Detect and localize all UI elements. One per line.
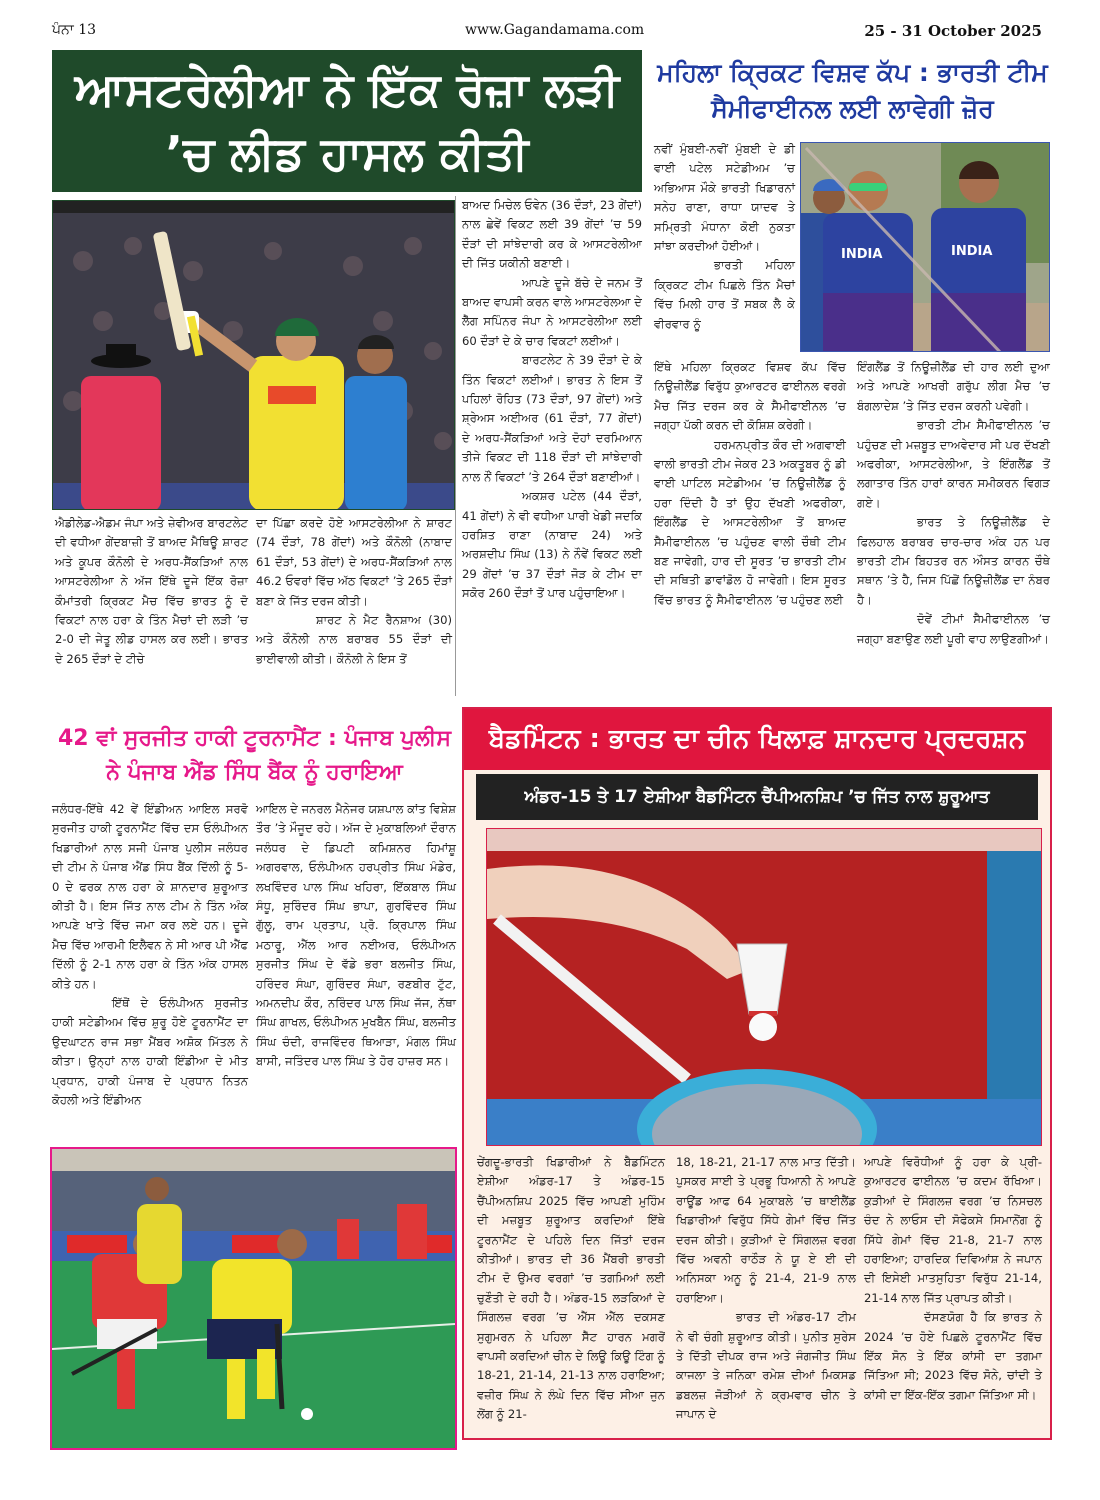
- paragraph: ਦੱਸਣਯੋਗ ਹੈ ਕਿ ਭਾਰਤ ਨੇ 2024 ’ਚ ਹੋਏ ਪਿਛਲੇ ਟੂਰਨਾਮੈਂਟ ਵਿੱਚ ਇੱਕ ਸੋਨ ਤੇ ਇੱਕ ਕਾਂਸੀ ਦਾ ਤਗਮਾ ਜਿੱਤਿਆ ਸੀ; 2023 ਵਿੱਚ ਸੋਨੇ, ਚਾਂਦੀ ਤੇ ਕਾਂਸੀ ਦਾ ਇੱਕ-ਇੱਕ ਤਗਮਾ ਜਿੱਤਿਆ ਸੀ।: [864, 1310, 1042, 1402]
- paragraph: ਅਕਸ਼ਰ ਪਟੇਲ (44 ਦੌੜਾਂ, 41 ਗੇਂਦਾਂ) ਨੇ ਵੀ ਵਧੀਆ ਪਾਰੀ ਖੇਡੀ ਜਦਕਿ ਹਰਸ਼ਿਤ ਰਾਣਾ (ਨਾਬਾਦ 24) ਅਤੇ ਅਰਸ਼ਦੀਪ ਸਿੰਘ (13) ਨੇ ਨੌਵੇਂ ਵਿਕਟ ਲਈ 29 ਗੇਂਦਾਂ ’ਚ 37 ਦੌੜਾਂ ਜੋੜ ਕੇ ਟੀਮ ਦਾ ਸਕੋਰ 260 ਦੌੜਾਂ ਤੋਂ ਪਾਰ ਪਹੁੰਚਾਇਆ।: [462, 489, 642, 601]
- issue-date: 25 - 31 October 2025: [864, 22, 1042, 40]
- hockey-col-2: [256, 800, 456, 1072]
- column-divider: [455, 196, 456, 696]
- womens-cricket-photo: [800, 142, 1050, 352]
- paragraph: ਇੰਗਲੈਂਡ ਤੋਂ ਨਿਊਜ਼ੀਲੈਂਡ ਦੀ ਹਾਰ ਲਈ ਦੁਆ ਅਤੇ ਆਪਣੇ ਆਖਰੀ ਗਰੁੱਪ ਲੀਗ ਮੈਚ ’ਚ ਬੰਗਲਾਦੇਸ਼ ’ਤੇ ਜਿੱਤ ਦਰਜ ਕਰਨੀ ਪਵੇਗੀ।: [857, 360, 1050, 413]
- paragraph: ਬਾਅਦ ਮਿਚੇਲ ਓਵੇਨ (36 ਦੌੜਾਂ, 23 ਗੇਂਦਾਂ) ਨਾਲ ਛੇਵੇਂ ਵਿਕਟ ਲਈ 39 ਗੇਂਦਾਂ ’ਚ 59 ਦੌੜਾਂ ਦੀ ਸਾਂਝੇਦਾਰੀ ਕਰ ਕੇ ਆਸਟਰੇਲੀਆ ਦੀ ਜਿੱਤ ਯਕੀਨੀ ਬਣਾਈ।: [462, 198, 642, 271]
- paragraph: 18, 18-21, 21-17 ਨਾਲ ਮਾਤ ਦਿੱਤੀ। ਪੁਸਕਰ ਸਾਈ ਤੇ ਪ੍ਰਭੂ ਧਿਆਨੀ ਨੇ ਆਪਣੇ ਰਾਊਂਡ ਆਫ 64 ਮੁਕਾਬਲੇ ’ਚ ਥਾਈਲੈਂਡ ਖਿਡਾਰੀਆਂ ਵਿਰੁੱਧ ਸਿੱਧੇ ਗੇਮਾਂ ਵਿੱਚ ਜਿੱਤ ਦਰਜ ਕੀਤੀ। ਕੁੜੀਆਂ ਦੇ ਸਿੰਗਲਜ਼ ਵਰਗ ਵਿੱਚ ਅਵਨੀ ਰਾਠੌੜ ਨੇ ਯੂ ਏ ਈ ਦੀ ਅਨਿਸਕਾ ਅਨੂ ਨੂੰ 21-4, 21-9 ਨਾਲ ਹਰਾਇਆ।: [676, 1155, 856, 1305]
- hockey-col-1: [52, 800, 248, 1111]
- paragraph: ਚੇਂਗਦੂ-ਭਾਰਤੀ ਖਿਡਾਰੀਆਂ ਨੇ ਬੈਡਮਿੰਟਨ ਏਸ਼ੀਆ ਅੰਡਰ-17 ਤੇ ਅੰਡਰ-15 ਚੈਂਪੀਅਨਸ਼ਿਪ 2025 ਵਿੱਚ ਆਪਣੀ ਮੁਹਿੰਮ ਦੀ ਮਜ਼ਬੂਤ ਸ਼ੁਰੂਆਤ ਕਰਦਿਆਂ ਇੱਥੇ ਟੂਰਨਾਮੈਂਟ ਦੇ ਪਹਿਲੇ ਦਿਨ ਜਿੱਤਾਂ ਦਰਜ ਕੀਤੀਆਂ। ਭਾਰਤ ਦੀ 36 ਮੈਂਬਰੀ ਭਾਰਤੀ ਟੀਮ ਦੋ ਉਮਰ ਵਰਗਾਂ ’ਚ ਤਗਮਿਆਂ ਲਈ ਚੁਣੌਤੀ ਦੇ ਰਹੀ ਹੈ। ਅੰਡਰ-15 ਲੜਕਿਆਂ ਦੇ ਸਿੰਗਲਜ਼ ਵਰਗ ’ਚ ਐੱਸ ਐੱਲ ਦਕਸਣ ਸੁਗੁਮਰਨ ਨੇ ਪਹਿਲਾ ਸੈੱਟ ਹਾਰਨ ਮਗਰੋਂ ਵਾਪਸੀ ਕਰਦਿਆਂ ਚੀਨ ਦੇ ਲਿਊ ਕਿਊ ਟਿੰਗ ਨੂੰ 18-21, 21-14, 21-13 ਨਾਲ ਹਰਾਇਆ; ਵਜ਼ੀਰ ਸਿੰਘ ਨੇ ਲੰਘੇ ਦਿਨ ਵਿੱਚ ਸੀਆ ਜੁਨ ਲੋਂਗ ਨੂੰ 21-: [477, 1155, 665, 1422]
- paragraph: ਬਾਰਟਲੇਟ ਨੇ 39 ਦੌੜਾਂ ਦੇ ਕੇ ਤਿੰਨ ਵਿਕਟਾਂ ਲਈਆਂ। ਭਾਰਤ ਨੇ ਇਸ ਤੋਂ ਪਹਿਲਾਂ ਰੋਹਿਤ (73 ਦੌੜਾਂ, 97 ਗੇਂਦਾਂ) ਅਤੇ ਸ਼੍ਰੇਅਸ ਅਈਅਰ (61 ਦੌੜਾਂ, 77 ਗੇਂਦਾਂ) ਦੇ ਅਰਧ-ਸੈਂਕੜਿਆਂ ਅਤੇ ਦੋਹਾਂ ਦਰਮਿਆਨ ਤੀਜੇ ਵਿਕਟ ਦੀ 118 ਦੌੜਾਂ ਦੀ ਸਾਂਝੇਦਾਰੀ ਨਾਲ ਨੌਂ ਵਿਕਟਾਂ ’ਤੇ 264 ਦੌੜਾਂ ਬਣਾਈਆਂ।: [462, 353, 642, 484]
- womens-col-2: [857, 358, 1050, 649]
- badminton-photo: [486, 828, 1042, 1146]
- paragraph: ਭਾਰਤ ਦੀ ਅੰਡਰ-17 ਟੀਮ ਨੇ ਵੀ ਚੰਗੀ ਸ਼ੁਰੂਆਤ ਕੀਤੀ। ਪੁਨੀਤ ਸੁਰੇਸ ਤੇ ਦਿੱਤੀ ਦੀਪਕ ਰਾਜ ਅਤੇ ਜੰਗਜੀਤ ਸਿੰਘ ਕਾਜਲਾ ਤੇ ਜਨਿਕਾ ਰਮੇਸ਼ ਦੀਆਂ ਮਿਕਸਡ ਡਬਲਜ਼ ਜੋੜੀਆਂ ਨੇ ਕ੍ਰਮਵਾਰ ਚੀਨ ਤੇ ਜਾਪਾਨ ਦੇ: [676, 1310, 856, 1422]
- paragraph: ਜਲੰਧਰ-ਇੱਥੇ 42 ਵੇਂ ਇੰਡੀਅਨ ਆਇਲ ਸਰਵੋ ਸੁਰਜੀਤ ਹਾਕੀ ਟੂਰਨਾਮੈਂਟ ਵਿੱਚ ਦਸ ਓਲੰਪੀਅਨ ਖਿਡਾਰੀਆਂ ਨਾਲ ਸਜੀ ਪੰਜਾਬ ਪੁਲੀਸ ਜਲੰਧਰ ਦੀ ਟੀਮ ਨੇ ਪੰਜਾਬ ਐਂਡ ਸਿੰਧ ਬੈਂਕ ਦਿੱਲੀ ਨੂੰ 5-0 ਦੇ ਫਰਕ ਨਾਲ ਹਰਾ ਕੇ ਸ਼ਾਨਦਾਰ ਸ਼ੁਰੂਆਤ ਕੀਤੀ ਹੈ। ਇਸ ਜਿੱਤ ਨਾਲ ਟੀਮ ਨੇ ਤਿੰਨ ਅੰਕ ਆਪਣੇ ਖਾਤੇ ਵਿੱਚ ਜਮਾ ਕਰ ਲਏ ਹਨ। ਦੂਜੇ ਮੈਚ ਵਿੱਚ ਆਰਮੀ ਇਲੈਵਨ ਨੇ ਸੀ ਆਰ ਪੀ ਐੱਫ ਦਿੱਲੀ ਨੂੰ 2-1 ਨਾਲ ਹਰਾ ਕੇ ਤਿੰਨ ਅੰਕ ਹਾਸਲ ਕੀਤੇ ਹਨ।: [52, 802, 248, 991]
- badminton-photo-illustration: [487, 829, 1041, 1145]
- paragraph: ਦਾ ਪਿੱਛਾ ਕਰਦੇ ਹੋਏ ਆਸਟਰੇਲੀਆ ਨੇ ਸ਼ਾਰਟ (74 ਦੌੜਾਂ, 78 ਗੇਂਦਾਂ) ਅਤੇ ਕੌਨੋਲੀ (ਨਾਬਾਦ 61 ਦੌੜਾਂ, 53 ਗੇਂਦਾਂ) ਦੇ ਅਰਧ-ਸੈਂਕੜਿਆਂ ਨਾਲ 46.2 ਓਵਰਾਂ ਵਿੱਚ ਅੱਠ ਵਿਕਟਾਂ ’ਤੇ 265 ਦੌੜਾਂ ਬਣਾ ਕੇ ਜਿੱਤ ਦਰਜ ਕੀਤੀ।: [256, 516, 452, 608]
- jersey-text: INDIA: [951, 244, 993, 259]
- paragraph: ਆਇਲ ਦੇ ਜਨਰਲ ਮੈਨੇਜਰ ਯਸ਼ਪਾਲ ਕਾਂਤ ਵਿਸ਼ੇਸ਼ ਤੌਰ ’ਤੇ ਮੌਜੂਦ ਰਹੇ। ਅੱਜ ਦੇ ਮੁਕਾਬਲਿਆਂ ਦੌਰਾਨ ਜਲੰਧਰ ਦੇ ਡਿਪਟੀ ਕਮਿਸ਼ਨਰ ਹਿਮਾਂਸ਼ੂ ਅਗਰਵਾਲ, ਓਲੰਪੀਅਨ ਹਰਪ੍ਰੀਤ ਸਿੰਘ ਮੰਡੇਰ, ਲਖਵਿੰਦਰ ਪਾਲ ਸਿੰਘ ਖਹਿਰਾ, ਇੱਕਬਾਲ ਸਿੰਘ ਸੰਧੂ, ਸੁਰਿੰਦਰ ਸਿੰਘ ਭਾਪਾ, ਗੁਰਵਿੰਦਰ ਸਿੰਘ ਗੁੱਲੂ, ਰਾਮ ਪ੍ਰਤਾਪ, ਪ੍ਰੋ. ਕ੍ਰਿਪਾਲ ਸਿੰਘ ਮਠਾਰੂ, ਐੱਲ ਆਰ ਨਈਅਰ, ਓਲੰਪੀਅਨ ਸੁਰਜੀਤ ਸਿੰਘ ਦੇ ਵੱਡੇ ਭਰਾ ਬਲਜੀਤ ਸਿੰਘ, ਹਰਿੰਦਰ ਸੰਘਾ, ਗੁਰਿੰਦਰ ਸੰਘਾ, ਰਣਬੀਰ ਟੁੱਟ, ਅਮਨਦੀਪ ਕੌਰ, ਨਰਿੰਦਰ ਪਾਲ ਸਿੰਘ ਜੱਜ, ਨੱਥਾ ਸਿੰਘ ਗਾਖਲ, ਓਲੰਪੀਅਨ ਮੁਖਬੈਨ ਸਿੰਘ, ਬਲਜੀਤ ਸਿੰਘ ਚੰਦੀ, ਰਾਜਵਿੰਦਰ ਥਿਆੜਾ, ਮੰਗਲ ਸਿੰਘ ਬਾਸੀ, ਜਤਿੰਦਰ ਪਾਲ ਸਿੰਘ ਤੇ ਹੋਰ ਹਾਜ਼ਰ ਸਨ।: [256, 802, 456, 1069]
- badminton-col-2: [676, 1153, 856, 1425]
- cricket-headline: [52, 50, 642, 192]
- paragraph: ਭਾਰਤ ਤੇ ਨਿਊਜ਼ੀਲੈਂਡ ਦੇ ਫਿਲਹਾਲ ਬਰਾਬਰ ਚਾਰ-ਚਾਰ ਅੰਕ ਹਨ ਪਰ ਭਾਰਤੀ ਟੀਮ ਬਿਹਤਰ ਰਨ ਔਸਤ ਕਾਰਨ ਚੌਥੇ ਸਥਾਨ ’ਤੇ ਹੈ, ਜਿਸ ਪਿੱਛੋਂ ਨਿਊਜ਼ੀਲੈਂਡ ਦਾ ਨੰਬਰ ਹੈ।: [857, 515, 1050, 607]
- jersey-text: INDIA: [841, 247, 883, 262]
- cricket-photo-illustration: [53, 201, 455, 510]
- hockey-photo: [50, 1147, 457, 1450]
- cricket-col-1: [55, 514, 248, 669]
- paragraph: ਨਵੀਂ ਮੁੰਬਈ-ਨਵੀਂ ਮੁੰਬਈ ਦੇ ਡੀ ਵਾਈ ਪਟੇਲ ਸਟੇਡੀਅਮ ’ਚ ਅਭਿਆਸ ਮੌਕੇ ਭਾਰਤੀ ਖਿਡਾਰਨਾਂ ਸਨੇਹ ਰਾਣਾ, ਰਾਧਾ ਯਾਦਵ ਤੇ ਸਮ੍ਰਿਤੀ ਮੰਧਾਨਾ ਕੋਈ ਨੁਕਤਾ ਸਾਂਝਾ ਕਰਦੀਆਂ ਹੋਈਆਂ।: [654, 142, 795, 254]
- badminton-subheadline-text: ਅੰਡਰ-15 ਤੇ 17 ਏਸ਼ੀਆ ਬੈਡਮਿੰਟਨ ਚੈਂਪੀਅਨਸ਼ਿਪ ’ਚ ਜਿੱਤ ਨਾਲ ਸ਼ੁਰੂਆਤ: [524, 787, 990, 807]
- cricket-col-2: [256, 514, 452, 669]
- paragraph: ਦੋਵੇਂ ਟੀਮਾਂ ਸੈਮੀਫਾਈਨਲ ’ਚ ਜਗ੍ਹਾ ਬਣਾਉਣ ਲਈ ਪੂਰੀ ਵਾਹ ਲਾਉਣਗੀਆਂ।: [857, 612, 1050, 646]
- womens-col-1-bottom: [654, 358, 846, 610]
- paragraph: ਇੱਥੇ ਮਹਿਲਾ ਕ੍ਰਿਕਟ ਵਿਸ਼ਵ ਕੱਪ ਵਿੱਚ ਨਿਊਜ਼ੀਲੈਂਡ ਵਿਰੁੱਧ ਕੁਆਰਟਰ ਫਾਈਨਲ ਵਰਗੇ ਮੈਚ ਜਿੱਤ ਦਰਜ ਕਰ ਕੇ ਸੈਮੀਫਾਈਨਲ ’ਚ ਜਗ੍ਹਾ ਪੱਕੀ ਕਰਨ ਦੀ ਕੋਸ਼ਿਸ਼ ਕਰੇਗੀ।: [654, 360, 846, 433]
- womens-photo-illustration: [801, 143, 1050, 352]
- paragraph: ਸ਼ਾਰਟ ਨੇ ਮੈਟ ਰੈਨਸ਼ਾਅ (30) ਅਤੇ ਕੌਨੋਲੀ ਨਾਲ ਬਰਾਬਰ 55 ਦੌੜਾਂ ਦੀ ਭਾਈਵਾਲੀ ਕੀਤੀ। ਕੌਨੋਲੀ ਨੇ ਇਸ ਤੋਂ: [256, 613, 452, 666]
- badminton-headline-text: ਬੈਡਮਿੰਟਨ : ਭਾਰਤ ਦਾ ਚੀਨ ਖਿਲਾਫ਼ ਸ਼ਾਨਦਾਰ ਪ੍ਰਦਰਸ਼ਨ: [488, 724, 1026, 754]
- website-url[interactable]: www.Gagandamama.com: [465, 22, 645, 38]
- cricket-col-3: [462, 196, 642, 604]
- paragraph: ਆਪਣੇ ਵਿਰੋਧੀਆਂ ਨੂੰ ਹਰਾ ਕੇ ਪ੍ਰੀ-ਕੁਆਰਟਰ ਫਾਈਨਲ ’ਚ ਕਦਮ ਰੱਖਿਆ। ਕੁੜੀਆਂ ਦੇ ਸਿੰਗਲਜ਼ ਵਰਗ ’ਚ ਨਿਸਚਲ ਚੰਦ ਨੇ ਲਾਓਸ ਦੀ ਸੋਫੇਕਸੇ ਸਿਮਾਨੋਂਗ ਨੂੰ ਸਿੱਧੇ ਗੇਮਾਂ ਵਿੱਚ 21-8, 21-7 ਨਾਲ ਹਰਾਇਆ; ਹਾਰਦਿਕ ਦਿਵਿਆਂਸ਼ ਨੇ ਜਪਾਨ ਦੀ ਇਸੇਈ ਮਾਤਸੁਹਿਤਾ ਵਿਰੁੱਧ 21-14, 21-14 ਨਾਲ ਜਿੱਤ ਪ੍ਰਾਪਤ ਕੀਤੀ।: [864, 1155, 1042, 1305]
- badminton-headline: [464, 709, 1050, 770]
- page-number: ਪੰਨਾ 13: [52, 22, 97, 38]
- paragraph: ਭਾਰਤੀ ਟੀਮ ਸੈਮੀਫਾਈਨਲ ’ਚ ਪਹੁੰਚਣ ਦੀ ਮਜ਼ਬੂਤ ਦਾਅਵੇਦਾਰ ਸੀ ਪਰ ਦੱਖਣੀ ਅਫਰੀਕਾ, ਆਸਟਰੇਲੀਆ, ਤੇ ਇੰਗਲੈਂਡ ਤੋਂ ਲਗਾਤਾਰ ਤਿੰਨ ਹਾਰਾਂ ਕਾਰਨ ਸਮੀਕਰਨ ਵਿਗੜ ਗਏ।: [857, 418, 1050, 510]
- hockey-headline: 42 ਵਾਂ ਸੁਰਜੀਤ ਹਾਕੀ ਟੂਰਨਾਮੈਂਟ : ਪੰਜਾਬ ਪੁਲੀਸ ਨੇ ਪੰਜਾਬ ਐਂਡ ਸਿੰਧ ਬੈਂਕ ਨੂੰ ਹਰਾਇਆ: [57, 726, 452, 785]
- badminton-col-3: [864, 1153, 1042, 1405]
- badminton-col-1: [477, 1153, 665, 1425]
- womens-cricket-headline: ਮਹਿਲਾ ਕ੍ਰਿਕਟ ਵਿਸ਼ਵ ਕੱਪ : ਭਾਰਤੀ ਟੀਮ ਸੈਮੀਫਾਈਨਲ ਲਈ ਲਾਵੇਗੀ ਜ਼ੋਰ: [657, 58, 1048, 123]
- paragraph: ਹਰਮਨਪ੍ਰੀਤ ਕੌਰ ਦੀ ਅਗਵਾਈ ਵਾਲੀ ਭਾਰਤੀ ਟੀਮ ਜੇਕਰ 23 ਅਕਤੂਬਰ ਨੂੰ ਡੀ ਵਾਈ ਪਾਟਿਲ ਸਟੇਡੀਅਮ ’ਚ ਨਿਊਜ਼ੀਲੈਂਡ ਨੂੰ ਹਰਾ ਦਿੰਦੀ ਹੈ ਤਾਂ ਉਹ ਦੱਖਣੀ ਅਫਰੀਕਾ, ਇੰਗਲੈਂਡ ਦੇ ਆਸਟਰੇਲੀਆ ਤੋਂ ਬਾਅਦ ਸੈਮੀਫਾਈਨਲ ’ਚ ਪਹੁੰਚਣ ਵਾਲੀ ਚੌਥੀ ਟੀਮ ਬਣ ਜਾਵੇਗੀ, ਹਾਰ ਦੀ ਸੂਰਤ ’ਚ ਭਾਰਤੀ ਟੀਮ ਦੀ ਸਥਿਤੀ ਡਾਵਾਂਡੋਲ ਹੋ ਜਾਵੇਗੀ। ਇਸ ਸੂਰਤ ਵਿੱਚ ਭਾਰਤ ਨੂੰ ਸੈਮੀਫਾਈਨਲ ’ਚ ਪਹੁੰਚਣ ਲਈ: [654, 437, 846, 607]
- hockey-photo-illustration: [52, 1149, 455, 1448]
- cricket-photo: [52, 200, 455, 510]
- paragraph: ਆਪਣੇ ਦੂਜੇ ਬੱਚੇ ਦੇ ਜਨਮ ਤੋਂ ਬਾਅਦ ਵਾਪਸੀ ਕਰਨ ਵਾਲੇ ਆਸਟਰੇਲਆ ਦੇ ਲੈੱਗ ਸਪਿੰਨਰ ਜੰਪਾ ਨੇ ਆਸਟਰੇਲੀਆ ਲਈ 60 ਦੌੜਾਂ ਦੇ ਕੇ ਚਾਰ ਵਿਕਟਾਂ ਲਈਆਂ।: [462, 275, 642, 348]
- paragraph: ਐਡੀਲੇਡ-ਐਡਮ ਜੰਪਾ ਅਤੇ ਜ਼ੇਵੀਅਰ ਬਾਰਟਲੇਟ ਦੀ ਵਧੀਆ ਗੇਂਦਬਾਜ਼ੀ ਤੋਂ ਬਾਅਦ ਮੈਥਿਊ ਸ਼ਾਰਟ ਅਤੇ ਕੂਪਰ ਕੌਨੋਲੀ ਦੇ ਅਰਧ-ਸੈਂਕੜਿਆਂ ਨਾਲ ਆਸਟਰੇਲੀਆ ਨੇ ਅੱਜ ਇੱਥੇ ਦੂਜੇ ਇੱਕ ਰੋਜ਼ਾ ਕੌਮਾਂਤਰੀ ਕ੍ਰਿਕਟ ਮੈਚ ਵਿੱਚ ਭਾਰਤ ਨੂੰ ਦੋ ਵਿਕਟਾਂ ਨਾਲ ਹਰਾ ਕੇ ਤਿੰਨ ਮੈਚਾਂ ਦੀ ਲੜੀ ’ਚ 2-0 ਦੀ ਜੇਤੂ ਲੀਡ ਹਾਸਲ ਕਰ ਲਈ। ਭਾਰਤ ਦੇ 265 ਦੌੜਾਂ ਦੇ ਟੀਚੇ: [55, 516, 248, 666]
- womens-col-1-top: [654, 140, 795, 334]
- paragraph: ਭਾਰਤੀ ਮਹਿਲਾ ਕ੍ਰਿਕਟ ਟੀਮ ਪਿਛਲੇ ਤਿੰਨ ਮੈਚਾਂ ਵਿੱਚ ਮਿਲੀ ਹਾਰ ਤੋਂ ਸਬਕ ਲੈ ਕੇ ਵੀਰਵਾਰ ਨੂੰ: [654, 258, 795, 331]
- badminton-subheadline: [476, 774, 1038, 820]
- cricket-headline-text: ਆਸਟਰੇਲੀਆ ਨੇ ਇੱਕ ਰੋਜ਼ਾ ਲੜੀ ’ਚ ਲੀਡ ਹਾਸਲ ਕੀਤੀ: [74, 62, 620, 180]
- paragraph: ਇੱਥੋਂ ਦੇ ਓਲੰਪੀਅਨ ਸੁਰਜੀਤ ਹਾਕੀ ਸਟੇਡੀਅਮ ਵਿੱਚ ਸ਼ੁਰੂ ਹੋਏ ਟੂਰਨਾਮੈਂਟ ਦਾ ਉਦਘਾਟਨ ਰਾਜ ਸਭਾ ਮੈਂਬਰ ਅਸ਼ੋਕ ਮਿੱਤਲ ਨੇ ਕੀਤਾ। ਉਨ੍ਹਾਂ ਨਾਲ ਹਾਕੀ ਇੰਡੀਆ ਦੇ ਮੀਤ ਪ੍ਰਧਾਨ, ਹਾਕੀ ਪੰਜਾਬ ਦੇ ਪ੍ਰਧਾਨ ਨਿਤਨ ਕੋਹਲੀ ਅਤੇ ਇੰਡੀਅਨ: [52, 996, 248, 1108]
